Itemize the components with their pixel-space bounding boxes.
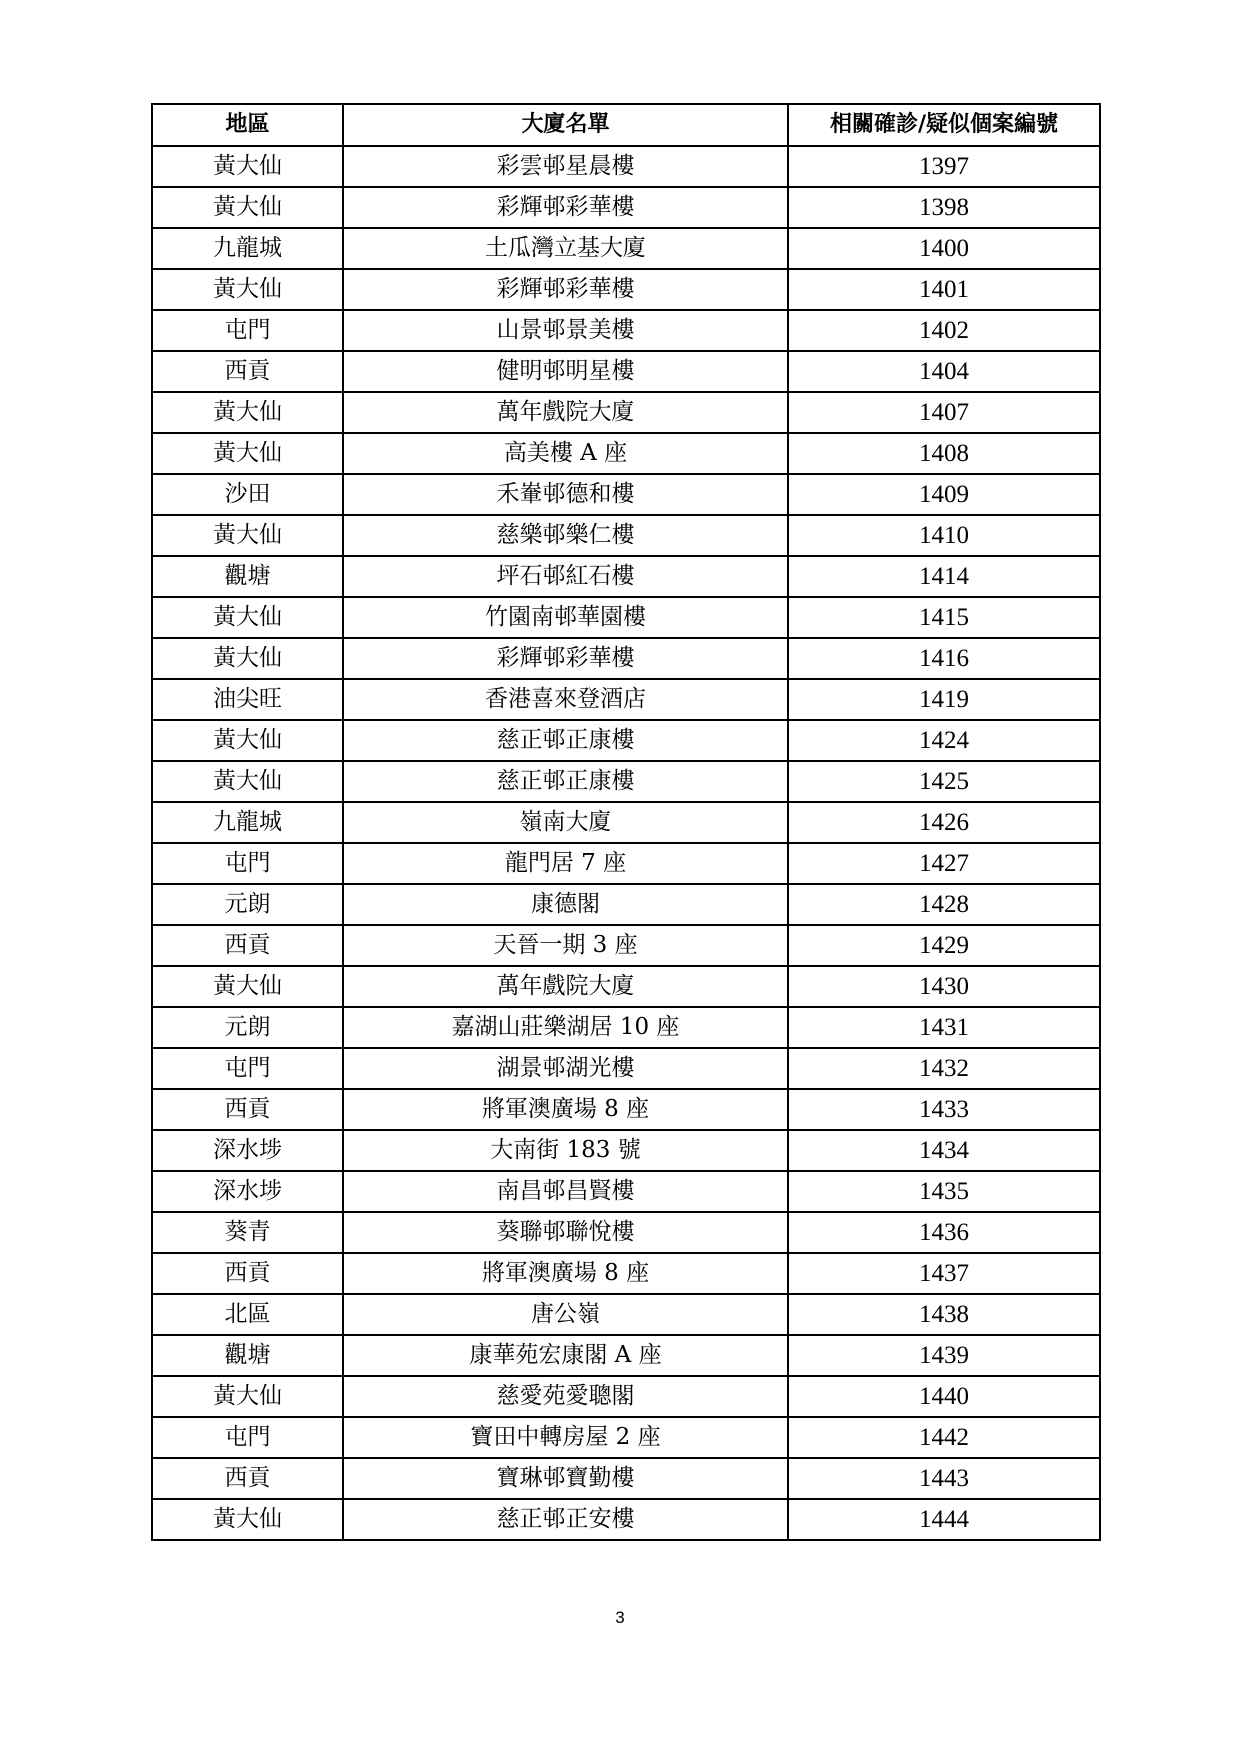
table-row	[152, 1007, 1100, 1048]
building-name-cell: 康德閣	[343, 884, 788, 925]
table-row	[152, 474, 1100, 515]
district-cell: 西貢	[152, 1089, 343, 1130]
building-name-cell: 慈愛苑愛聰閣	[343, 1376, 788, 1417]
case-number-cell: 1407	[788, 392, 1100, 433]
table-row	[152, 638, 1100, 679]
building-name-cell: 禾輋邨德和樓	[343, 474, 788, 515]
district-cell: 沙田	[152, 474, 343, 515]
case-number-cell: 1427	[788, 843, 1100, 884]
case-number-cell: 1442	[788, 1417, 1100, 1458]
building-name-cell: 彩雲邨星晨樓	[343, 146, 788, 187]
case-number-cell: 1430	[788, 966, 1100, 1007]
table-row	[152, 1417, 1100, 1458]
case-number-cell: 1432	[788, 1048, 1100, 1089]
district-cell: 元朗	[152, 884, 343, 925]
building-name-cell: 嶺南大廈	[343, 802, 788, 843]
case-number-cell: 1408	[788, 433, 1100, 474]
table-row	[152, 1089, 1100, 1130]
district-cell: 西貢	[152, 1253, 343, 1294]
case-number-cell: 1402	[788, 310, 1100, 351]
building-name-cell: 香港喜來登酒店	[343, 679, 788, 720]
case-number-cell: 1434	[788, 1130, 1100, 1171]
building-name-cell: 高美樓 A 座	[343, 433, 788, 474]
table-row	[152, 392, 1100, 433]
table-row	[152, 146, 1100, 187]
case-number-cell: 1400	[788, 228, 1100, 269]
table-row	[152, 802, 1100, 843]
district-cell: 西貢	[152, 1458, 343, 1499]
building-name-cell: 山景邨景美樓	[343, 310, 788, 351]
table-row	[152, 187, 1100, 228]
district-cell: 油尖旺	[152, 679, 343, 720]
district-cell: 西貢	[152, 351, 343, 392]
header-district: 地區	[152, 104, 343, 146]
building-name-cell: 嘉湖山莊樂湖居 10 座	[343, 1007, 788, 1048]
case-number-cell: 1410	[788, 515, 1100, 556]
building-name-cell: 萬年戲院大廈	[343, 966, 788, 1007]
case-number-cell: 1433	[788, 1089, 1100, 1130]
building-name-cell: 彩輝邨彩華樓	[343, 269, 788, 310]
building-name-cell: 湖景邨湖光樓	[343, 1048, 788, 1089]
building-name-cell: 慈正邨正康樓	[343, 761, 788, 802]
district-cell: 黃大仙	[152, 1376, 343, 1417]
table-row	[152, 433, 1100, 474]
case-number-cell: 1444	[788, 1499, 1100, 1540]
case-number-cell: 1401	[788, 269, 1100, 310]
table-row	[152, 1253, 1100, 1294]
page-number: 3	[615, 1608, 625, 1627]
district-cell: 葵青	[152, 1212, 343, 1253]
table-row	[152, 679, 1100, 720]
case-number-cell: 1429	[788, 925, 1100, 966]
building-name-cell: 萬年戲院大廈	[343, 392, 788, 433]
district-cell: 黃大仙	[152, 515, 343, 556]
case-number-cell: 1409	[788, 474, 1100, 515]
case-number-cell: 1426	[788, 802, 1100, 843]
table-row	[152, 1335, 1100, 1376]
case-number-cell: 1437	[788, 1253, 1100, 1294]
district-cell: 黃大仙	[152, 433, 343, 474]
district-cell: 九龍城	[152, 228, 343, 269]
header-case-numbers: 相關確診/疑似個案編號	[788, 104, 1100, 146]
building-name-cell: 彩輝邨彩華樓	[343, 187, 788, 228]
district-cell: 元朗	[152, 1007, 343, 1048]
case-number-cell: 1436	[788, 1212, 1100, 1253]
table-row	[152, 1499, 1100, 1540]
building-name-cell: 葵聯邨聯悅樓	[343, 1212, 788, 1253]
district-cell: 黃大仙	[152, 761, 343, 802]
case-number-cell: 1431	[788, 1007, 1100, 1048]
building-name-cell: 將軍澳廣場 8 座	[343, 1089, 788, 1130]
building-name-cell: 竹園南邨華園樓	[343, 597, 788, 638]
table-row	[152, 556, 1100, 597]
building-name-cell: 慈正邨正安樓	[343, 1499, 788, 1540]
case-number-cell: 1435	[788, 1171, 1100, 1212]
table-row	[152, 720, 1100, 761]
district-cell: 觀塘	[152, 556, 343, 597]
table-row	[152, 1376, 1100, 1417]
district-cell: 觀塘	[152, 1335, 343, 1376]
district-cell: 黃大仙	[152, 966, 343, 1007]
table-row	[152, 884, 1100, 925]
table-row	[152, 761, 1100, 802]
building-name-cell: 將軍澳廣場 8 座	[343, 1253, 788, 1294]
table-row	[152, 1294, 1100, 1335]
table-row	[152, 597, 1100, 638]
table-row	[152, 351, 1100, 392]
header-building-list: 大廈名單	[343, 104, 788, 146]
district-cell: 黃大仙	[152, 187, 343, 228]
case-number-cell: 1424	[788, 720, 1100, 761]
district-cell: 屯門	[152, 843, 343, 884]
district-cell: 屯門	[152, 310, 343, 351]
case-number-cell: 1415	[788, 597, 1100, 638]
case-number-cell: 1438	[788, 1294, 1100, 1335]
case-number-cell: 1398	[788, 187, 1100, 228]
building-name-cell: 土瓜灣立基大廈	[343, 228, 788, 269]
case-number-cell: 1440	[788, 1376, 1100, 1417]
building-name-cell: 寶田中轉房屋 2 座	[343, 1417, 788, 1458]
district-cell: 屯門	[152, 1417, 343, 1458]
building-name-cell: 天晉一期 3 座	[343, 925, 788, 966]
case-number-cell: 1404	[788, 351, 1100, 392]
table-row	[152, 1048, 1100, 1089]
district-cell: 屯門	[152, 1048, 343, 1089]
building-list-table	[151, 103, 1101, 1541]
table-header-row	[152, 104, 1100, 146]
case-number-cell: 1439	[788, 1335, 1100, 1376]
building-name-cell: 龍門居 7 座	[343, 843, 788, 884]
table-row	[152, 843, 1100, 884]
building-name-cell: 唐公嶺	[343, 1294, 788, 1335]
table-body	[152, 146, 1100, 1540]
building-name-cell: 康華苑宏康閣 A 座	[343, 1335, 788, 1376]
table-row	[152, 269, 1100, 310]
case-number-cell: 1428	[788, 884, 1100, 925]
table-row	[152, 925, 1100, 966]
table-row	[152, 966, 1100, 1007]
district-cell: 黃大仙	[152, 269, 343, 310]
case-number-cell: 1425	[788, 761, 1100, 802]
building-name-cell: 慈正邨正康樓	[343, 720, 788, 761]
table-row	[152, 1458, 1100, 1499]
table-row	[152, 1130, 1100, 1171]
district-cell: 深水埗	[152, 1130, 343, 1171]
case-number-cell: 1416	[788, 638, 1100, 679]
table-row	[152, 1212, 1100, 1253]
table-row	[152, 1171, 1100, 1212]
table-row	[152, 228, 1100, 269]
building-name-cell: 彩輝邨彩華樓	[343, 638, 788, 679]
district-cell: 黃大仙	[152, 597, 343, 638]
district-cell: 黃大仙	[152, 720, 343, 761]
district-cell: 黃大仙	[152, 146, 343, 187]
building-name-cell: 南昌邨昌賢樓	[343, 1171, 788, 1212]
building-name-cell: 寶琳邨寶勤樓	[343, 1458, 788, 1499]
district-cell: 黃大仙	[152, 1499, 343, 1540]
case-number-cell: 1443	[788, 1458, 1100, 1499]
building-name-cell: 慈樂邨樂仁樓	[343, 515, 788, 556]
district-cell: 黃大仙	[152, 638, 343, 679]
building-name-cell: 坪石邨紅石樓	[343, 556, 788, 597]
district-cell: 九龍城	[152, 802, 343, 843]
case-number-cell: 1414	[788, 556, 1100, 597]
district-cell: 北區	[152, 1294, 343, 1335]
district-cell: 黃大仙	[152, 392, 343, 433]
table-row	[152, 310, 1100, 351]
district-cell: 深水埗	[152, 1171, 343, 1212]
table-row	[152, 515, 1100, 556]
district-cell: 西貢	[152, 925, 343, 966]
building-name-cell: 健明邨明星樓	[343, 351, 788, 392]
case-number-cell: 1397	[788, 146, 1100, 187]
case-number-cell: 1419	[788, 679, 1100, 720]
building-name-cell: 大南街 183 號	[343, 1130, 788, 1171]
